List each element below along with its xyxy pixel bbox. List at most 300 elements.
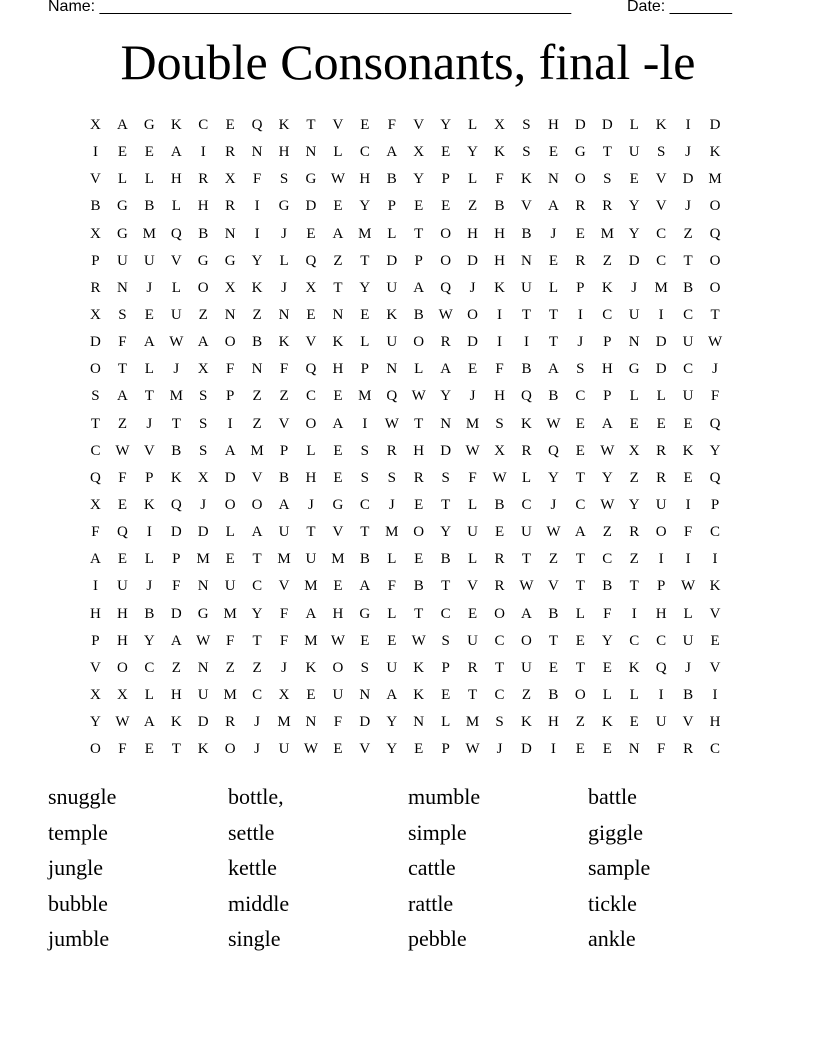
grid-letter: J [685, 144, 692, 161]
grid-letter: W [303, 741, 319, 758]
grid-letter: I [497, 306, 503, 323]
grid-letter: U [116, 252, 128, 269]
grid-letter: E [117, 144, 127, 161]
grid-letter: K [494, 144, 505, 161]
grid-letter: S [360, 469, 370, 486]
grid-letter: C [359, 144, 370, 161]
grid-letter: O [574, 686, 586, 703]
grid-letter: B [494, 496, 505, 513]
grid-letter: R [225, 144, 236, 161]
grid-letter: M [142, 225, 157, 242]
grid-letter: W [411, 632, 426, 649]
grid-letter: P [145, 469, 154, 486]
grid-letter: T [333, 279, 343, 296]
grid-letter: O [709, 198, 721, 215]
grid-letter: D [601, 117, 613, 133]
grid-letter: K [278, 117, 290, 133]
grid-letter: W [600, 496, 615, 513]
grid-letter: H [547, 117, 559, 133]
grid-letter: E [441, 198, 451, 215]
grid-letter: U [467, 632, 479, 649]
grid-letter: P [91, 632, 100, 649]
grid-letter: C [494, 632, 505, 649]
grid-letter: D [359, 714, 371, 731]
grid-letter: T [521, 551, 532, 568]
grid-letter: W [384, 415, 399, 432]
grid-letter: E [683, 415, 693, 432]
grid-letter: E [468, 361, 478, 378]
grid-letter: R [467, 659, 478, 676]
grid-row [82, 166, 729, 193]
grid-letter: Y [467, 144, 479, 161]
grid-letter: S [118, 306, 127, 323]
word-bank-item: settle [228, 819, 275, 845]
grid-letter: W [465, 442, 480, 459]
word-bank-item: pebble [408, 926, 467, 951]
grid-letter: L [171, 279, 181, 296]
grid-letter: B [548, 686, 559, 703]
grid-letter: B [602, 578, 613, 595]
grid-letter: N [413, 714, 425, 731]
grid-letter: K [251, 279, 263, 296]
grid-letter: J [146, 578, 153, 595]
grid-letter: A [224, 442, 236, 459]
grid-row [82, 275, 729, 302]
grid-letter: D [440, 442, 452, 459]
grid-letter: H [170, 171, 182, 188]
grid-letter: O [574, 171, 586, 188]
grid-letter: Y [359, 198, 371, 215]
grid-letter: P [576, 279, 585, 296]
grid-letter: Y [413, 171, 425, 188]
grid-letter: Q [709, 469, 721, 486]
grid-letter: M [169, 388, 183, 405]
grid-letter: E [360, 632, 370, 649]
grid-letter: B [683, 279, 694, 296]
grid-letter: V [305, 334, 317, 351]
grid-letter: E [710, 632, 720, 649]
grid-letter: M [465, 714, 480, 731]
grid-letter: Z [225, 659, 235, 676]
grid-letter: L [279, 252, 289, 269]
grid-letter: L [656, 388, 666, 405]
grid-letter: Z [171, 659, 181, 676]
grid-letter: N [628, 741, 640, 758]
grid-letter: F [118, 469, 127, 486]
grid-letter: V [90, 171, 101, 188]
grid-letter: D [305, 198, 317, 215]
grid-letter: O [709, 252, 721, 269]
grid-letter: E [333, 388, 343, 405]
grid-letter: B [521, 361, 532, 378]
grid-letter: M [250, 442, 264, 459]
grid-letter: V [359, 741, 371, 758]
grid-letter: W [707, 334, 723, 351]
grid-letter: S [199, 415, 208, 432]
grid-letter: E [333, 198, 343, 215]
grid-letter: T [117, 361, 127, 378]
grid-letter: O [116, 659, 128, 676]
word-bank-item: battle [588, 784, 637, 809]
grid-letter: L [387, 551, 397, 568]
grid-letter: L [575, 605, 585, 622]
grid-letter: X [224, 279, 236, 296]
grid-letter: A [143, 714, 155, 731]
grid-letter: I [497, 334, 503, 351]
grid-letter: A [116, 117, 128, 133]
grid-letter: M [654, 279, 668, 296]
grid-letter: E [306, 225, 316, 242]
grid-letter: T [548, 632, 558, 649]
grid-letter: L [117, 171, 127, 188]
grid-letter: B [494, 198, 505, 215]
grid-letter: N [224, 225, 236, 242]
grid-letter: I [92, 144, 98, 161]
grid-letter: O [224, 334, 236, 351]
grid-letter: L [144, 361, 154, 378]
grid-letter: A [116, 388, 128, 405]
grid-letter: H [332, 605, 344, 622]
grid-letter: R [90, 279, 101, 296]
grid-letter: A [386, 686, 398, 703]
grid-letter: E [441, 144, 451, 161]
grid-letter: K [278, 334, 290, 351]
grid-letter: C [710, 524, 721, 541]
grid-letter: X [494, 442, 505, 459]
grid-letter: B [521, 225, 532, 242]
grid-letter: U [682, 388, 694, 405]
grid-letter: E [333, 442, 343, 459]
grid-letter: T [360, 252, 370, 269]
grid-letter: H [278, 144, 290, 161]
grid-letter: K [386, 306, 398, 323]
grid-letter: N [628, 334, 640, 351]
grid-letter: P [441, 659, 450, 676]
grid-letter: E [629, 714, 639, 731]
grid-letter: A [521, 605, 532, 622]
grid-letter: I [577, 306, 583, 323]
grid-letter: J [388, 496, 395, 513]
grid-letter: F [279, 361, 289, 378]
grid-letter: X [90, 686, 101, 703]
grid-letter: C [602, 306, 613, 323]
grid-letter: O [224, 741, 236, 758]
grid-letter: T [468, 686, 478, 703]
grid-letter: G [278, 198, 290, 215]
grid-letter: E [225, 551, 235, 568]
grid-letter: N [547, 171, 559, 188]
grid-letter: D [655, 334, 667, 351]
grid-letter: A [278, 496, 290, 513]
grid-letter: M [304, 632, 318, 649]
grid-letter: P [279, 442, 289, 459]
grid-row [82, 193, 729, 220]
grid-letter: C [305, 388, 316, 405]
grid-letter: R [629, 524, 640, 541]
grid-letter: I [685, 117, 691, 133]
grid-letter: U [386, 334, 398, 351]
grid-letter: E [575, 741, 585, 758]
grid-letter: P [360, 361, 370, 378]
grid-letter: K [601, 714, 613, 731]
grid-letter: M [304, 578, 318, 595]
grid-letter: W [169, 334, 184, 351]
grid-letter: Y [440, 388, 452, 405]
grid-letter: X [305, 279, 317, 296]
grid-letter: C [359, 496, 370, 513]
grid-letter: T [360, 524, 370, 541]
grid-letter: L [414, 361, 424, 378]
grid-letter: Y [386, 741, 398, 758]
grid-letter: L [387, 225, 397, 242]
grid-letter: K [332, 334, 344, 351]
grid-letter: E [602, 659, 612, 676]
grid-letter: H [332, 361, 344, 378]
grid-letter: Q [116, 524, 128, 541]
grid-letter: C [198, 117, 209, 133]
grid-letter: Q [386, 388, 398, 405]
grid-letter: W [546, 415, 561, 432]
grid-letter: T [414, 415, 424, 432]
word-bank-item: giggle [588, 819, 643, 845]
grid-letter: X [278, 686, 290, 703]
grid-letter: G [116, 198, 128, 215]
grid-letter: E [494, 524, 505, 541]
grid-letter: A [170, 632, 182, 649]
grid-letter: Q [440, 279, 452, 296]
grid-letter: Z [117, 415, 127, 432]
grid-letter: F [683, 524, 693, 541]
grid-letter: C [575, 496, 586, 513]
grid-letter: J [200, 496, 207, 513]
grid-letter: Q [170, 496, 182, 513]
grid-letter: W [465, 741, 480, 758]
grid-letter: G [116, 225, 128, 242]
grid-row [82, 682, 729, 709]
grid-letter: X [197, 469, 209, 486]
grid-letter: T [414, 225, 424, 242]
grid-letter: E [441, 686, 451, 703]
grid-letter: P [710, 496, 720, 513]
grid-letter: H [305, 469, 317, 486]
grid-letter: Z [602, 252, 612, 269]
grid-letter: L [225, 524, 235, 541]
grid-letter: E [360, 306, 370, 323]
grid-letter: E [414, 551, 424, 568]
grid-letter: S [360, 659, 370, 676]
grid-letter: X [90, 496, 101, 513]
grid-letter: F [225, 632, 235, 649]
grid-letter: Q [655, 659, 667, 676]
grid-letter: R [225, 198, 236, 215]
grid-letter: E [414, 741, 424, 758]
grid-letter: W [411, 388, 426, 405]
grid-letter: U [116, 578, 128, 595]
grid-letter: H [494, 388, 505, 405]
grid-letter: E [360, 117, 370, 133]
grid-letter: U [305, 551, 317, 568]
grid-letter: A [547, 361, 559, 378]
grid-letter: L [548, 279, 558, 296]
grid-letter: T [494, 659, 505, 676]
grid-letter: V [521, 198, 532, 215]
grid-letter: F [495, 171, 504, 188]
grid-letter: E [387, 632, 397, 649]
grid-letter: O [413, 524, 425, 541]
grid-letter: F [118, 741, 127, 758]
grid-letter: B [548, 388, 559, 405]
grid-letter: B [683, 686, 694, 703]
grid-letter: U [386, 659, 398, 676]
grid-letter: C [252, 578, 263, 595]
grid-row [82, 329, 729, 356]
grid-letter: A [251, 524, 263, 541]
grid-letter: L [602, 686, 612, 703]
grid-letter: C [575, 388, 586, 405]
grid-letter: Z [629, 551, 639, 568]
word-bank-item: kettle [228, 855, 277, 880]
grid-letter: R [225, 714, 236, 731]
grid-letter: H [601, 361, 613, 378]
grid-row [82, 465, 729, 492]
grid-letter: Q [709, 225, 721, 242]
grid-letter: S [279, 171, 289, 188]
grid-letter: Z [683, 225, 693, 242]
grid-letter: D [197, 524, 209, 541]
grid-row [82, 112, 729, 139]
grid-letter: T [710, 306, 720, 323]
grid-letter: S [441, 469, 450, 486]
grid-letter: S [522, 117, 531, 133]
grid-letter: A [332, 225, 344, 242]
grid-letter: I [712, 686, 718, 703]
grid-letter: U [197, 686, 209, 703]
grid-letter: X [224, 171, 236, 188]
grid-letter: V [467, 578, 479, 595]
grid-letter: R [683, 741, 694, 758]
grid-letter: I [227, 415, 233, 432]
grid-letter: H [413, 442, 425, 459]
grid-letter: C [521, 496, 532, 513]
grid-letter: B [413, 306, 424, 323]
word-bank-row [48, 815, 768, 851]
grid-letter: J [281, 659, 287, 676]
grid-letter: O [251, 496, 263, 513]
grid-letter: J [254, 741, 261, 758]
grid-row [82, 736, 729, 763]
grid-letter: O [440, 252, 452, 269]
grid-letter: X [116, 686, 128, 703]
grid-letter: B [548, 605, 559, 622]
grid-row [82, 601, 729, 628]
grid-letter: P [656, 578, 666, 595]
grid-letter: S [522, 144, 531, 161]
grid-letter: C [629, 632, 640, 649]
grid-letter: M [708, 171, 722, 188]
grid-letter: T [306, 117, 316, 133]
grid-letter: H [709, 714, 721, 731]
grid-letter: J [685, 659, 692, 676]
grid-letter: Y [359, 279, 371, 296]
grid-letter: H [547, 714, 559, 731]
grid-letter: T [171, 415, 181, 432]
grid-letter: D [682, 171, 694, 188]
grid-letter: T [548, 334, 558, 351]
grid-letter: B [413, 578, 424, 595]
grid-letter: V [655, 171, 667, 188]
grid-letter: B [171, 442, 182, 459]
grid-letter: L [360, 334, 370, 351]
grid-letter: T [575, 469, 585, 486]
grid-letter: R [575, 252, 586, 269]
grid-letter: S [387, 469, 396, 486]
grid-letter: K [682, 442, 694, 459]
grid-letter: M [358, 388, 372, 405]
grid-letter: L [144, 171, 154, 188]
grid-letter: W [330, 632, 345, 649]
grid-letter: G [224, 252, 236, 269]
grid-letter: G [197, 252, 209, 269]
grid-letter: V [143, 442, 155, 459]
grid-letter: B [359, 551, 370, 568]
grid-row [82, 383, 729, 410]
grid-letter: I [146, 524, 152, 541]
grid-letter: Y [143, 632, 155, 649]
grid-letter: T [144, 388, 154, 405]
grid-letter: N [386, 361, 398, 378]
grid-letter: J [631, 279, 638, 296]
grid-letter: T [575, 578, 585, 595]
grid-letter: X [197, 361, 209, 378]
grid-letter: Y [251, 252, 263, 269]
word-bank-item: rattle [408, 890, 454, 916]
grid-letter: K [170, 469, 182, 486]
grid-letter: C [252, 686, 263, 703]
grid-letter: R [413, 469, 424, 486]
grid-letter: S [603, 171, 612, 188]
grid-letter: U [655, 714, 667, 731]
grid-letter: T [602, 144, 612, 161]
word-bank-item: temple [48, 819, 108, 845]
grid-letter: M [277, 551, 291, 568]
grid-letter: U [682, 632, 694, 649]
grid-letter: M [385, 524, 399, 541]
grid-letter: H [359, 171, 371, 188]
grid-letter: T [683, 252, 693, 269]
grid-letter: I [550, 741, 556, 758]
grid-letter: Z [575, 714, 585, 731]
grid-letter: F [603, 605, 612, 622]
grid-letter: V [278, 578, 290, 595]
grid-letter: F [279, 632, 289, 649]
grid-letter: J [577, 334, 584, 351]
grid-row [82, 655, 729, 682]
grid-letter: Q [305, 252, 317, 269]
grid-letter: C [602, 551, 613, 568]
grid-letter: V [332, 524, 344, 541]
grid-letter: J [469, 279, 476, 296]
grid-letter: L [306, 442, 316, 459]
grid-letter: O [332, 659, 344, 676]
grid-letter: Z [629, 469, 639, 486]
grid-letter: T [521, 306, 532, 323]
grid-letter: U [278, 741, 290, 758]
grid-letter: F [225, 361, 235, 378]
grid-letter: B [144, 198, 155, 215]
grid-letter: T [441, 578, 451, 595]
grid-letter: E [575, 225, 585, 242]
grid-letter: W [196, 632, 211, 649]
